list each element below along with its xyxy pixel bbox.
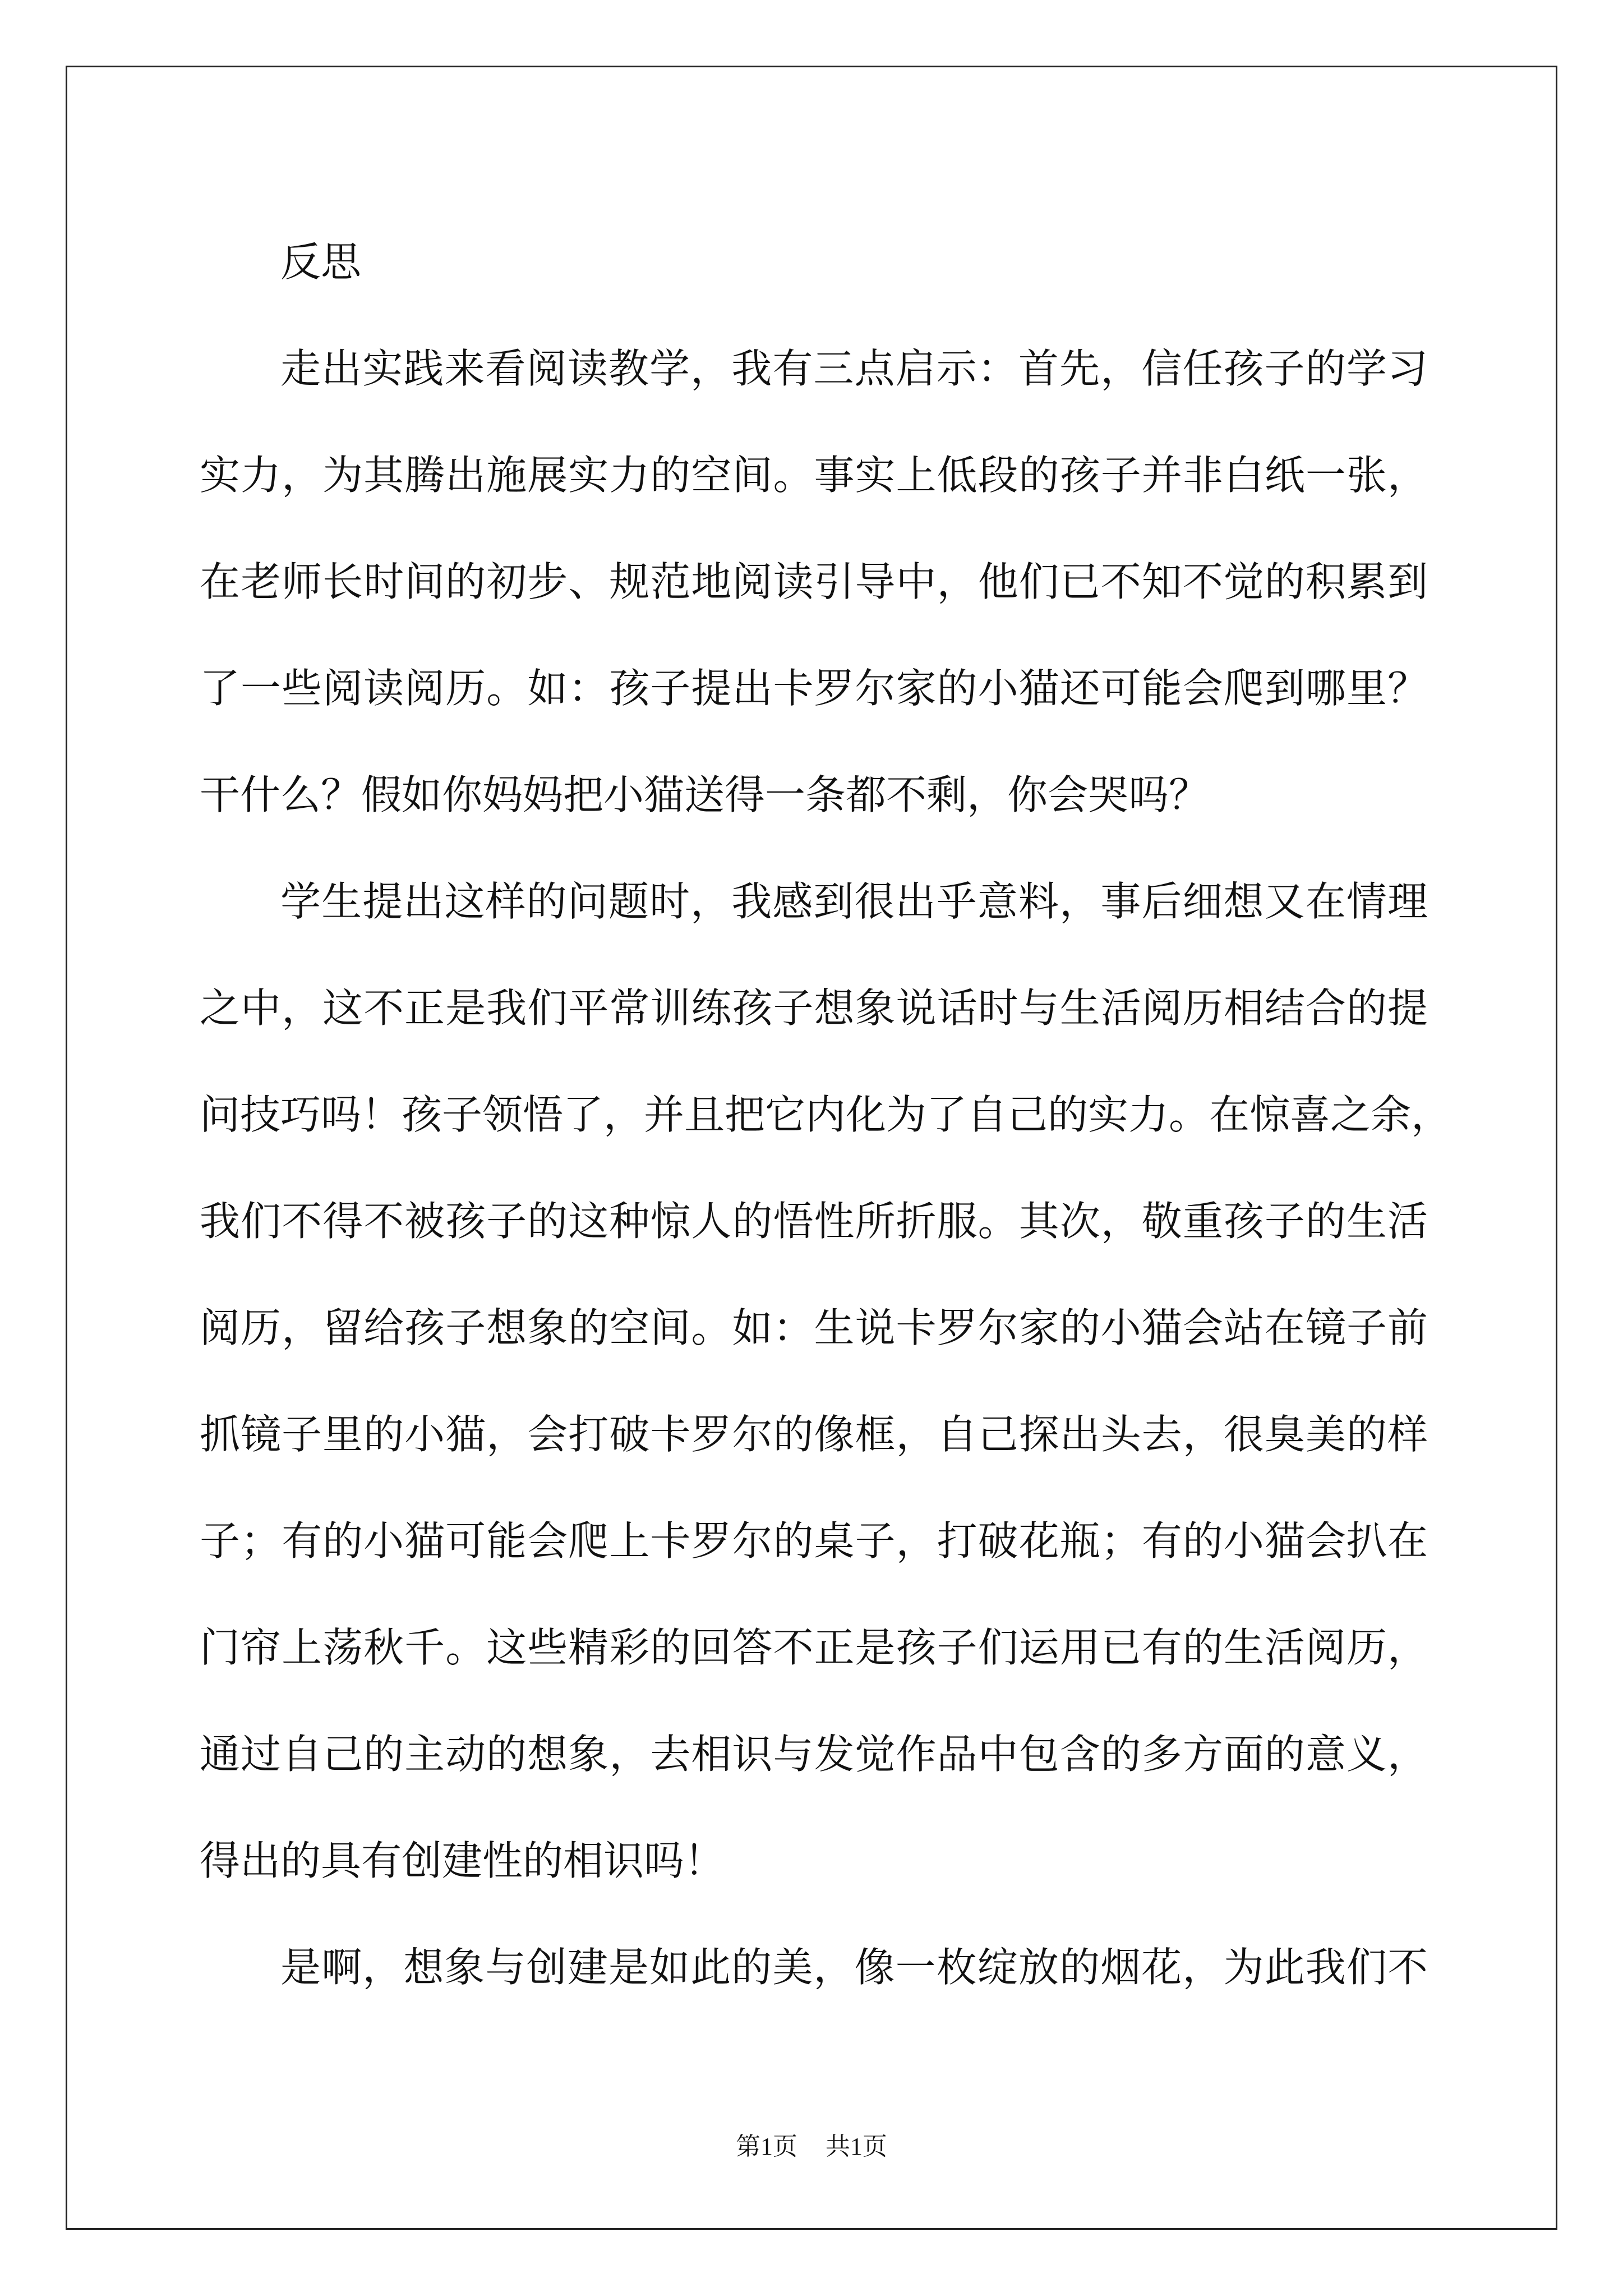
paragraph-line: 阅历，留给孩子想象的空间。如：生说卡罗尔家的小猫会站在镜子前: [200, 1304, 1428, 1351]
paragraph-line: 抓镜子里的小猫，会打破卡罗尔的像框，自己探出头去，很臭美的样: [200, 1411, 1428, 1458]
paragraph-line: 学生提出这样的问题时，我感到很出乎意料，事后细想又在情理: [280, 878, 1428, 925]
page-number: 第1页: [736, 2133, 797, 2160]
page-total: 共1页: [826, 2133, 887, 2160]
paragraph-line: 干什么？假如你妈妈把小猫送得一条都不剩，你会哭吗？: [200, 771, 1210, 818]
paragraph-line: 实力，为其腾出施展实力的空间。事实上低段的孩子并非白纸一张，: [200, 452, 1428, 499]
paragraph-line: 走出实践来看阅读教学，我有三点启示：首先，信任孩子的学习: [280, 345, 1428, 392]
paragraph-line: 子；有的小猫可能会爬上卡罗尔的桌子，打破花瓶；有的小猫会扒在: [200, 1517, 1428, 1565]
paragraph-line: 通过自己的主动的想象，去相识与发觉作品中包含的多方面的意义，: [200, 1731, 1428, 1778]
paragraph-line: 得出的具有创建性的相识吗！: [200, 1837, 725, 1884]
paragraph-line: 之中，这不正是我们平常训练孩子想象说话时与生活阅历相结合的提: [200, 984, 1428, 1032]
paragraph-line: 了一些阅读阅历。如：孩子提出卡罗尔家的小猫还可能会爬到哪里？: [200, 665, 1428, 712]
paragraph-line: 是啊，想象与创建是如此的美，像一枚绽放的烟花，为此我们不: [280, 1944, 1428, 1991]
paragraph-line: 在老师长时间的初步、规范地阅读引导中，他们已不知不觉的积累到: [200, 558, 1428, 605]
paragraph-line: 门帘上荡秋千。这些精彩的回答不正是孩子们运用已有的生活阅历，: [200, 1624, 1428, 1671]
document-body: [200, 209, 1452, 2021]
page-footer: [0, 2126, 1623, 2162]
paragraph-line: 问技巧吗！孩子领悟了，并且把它内化为了自己的实力。在惊喜之余，: [200, 1091, 1452, 1138]
paragraph-line: 我们不得不被孩子的这种惊人的悟性所折服。其次，敬重孩子的生活: [200, 1198, 1428, 1245]
section-heading: 反思: [280, 238, 362, 286]
